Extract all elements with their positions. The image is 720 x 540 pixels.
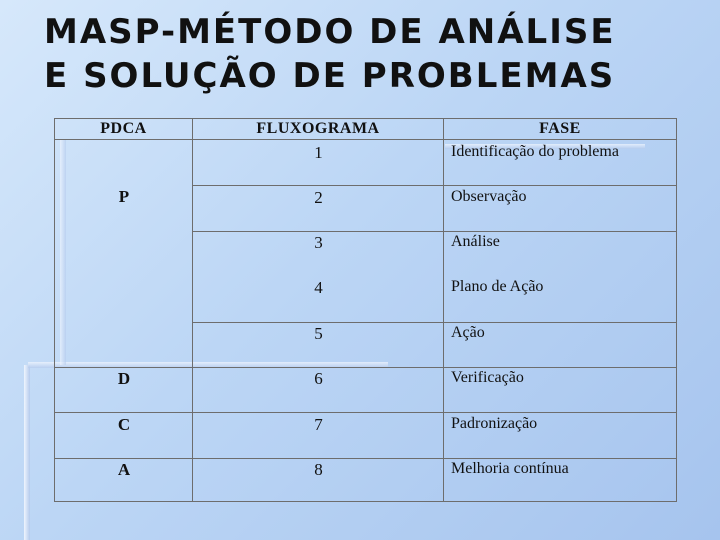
step-number: 8 <box>314 460 323 479</box>
row-divider <box>55 412 676 413</box>
header-pdca: PDCA <box>100 120 147 137</box>
decorative-bar-vertical <box>24 365 30 540</box>
phase-label: Ação <box>451 324 485 341</box>
phase-label: Identificação do problema <box>451 143 619 160</box>
row-divider <box>55 367 676 368</box>
step-number: 4 <box>314 278 323 297</box>
column-divider <box>443 119 444 501</box>
step-number: 2 <box>314 188 323 207</box>
masp-table <box>54 118 677 502</box>
step-number: 6 <box>314 369 323 388</box>
pdca-d: D <box>117 369 131 388</box>
pdca-a: A <box>117 460 131 479</box>
header-divider <box>55 139 676 140</box>
title-line-1: MASP-MÉTODO DE ANÁLISE <box>44 12 616 52</box>
step-number: 3 <box>314 233 323 252</box>
title-line-2: E SOLUÇÃO DE PROBLEMAS <box>44 56 616 96</box>
row-divider <box>192 185 676 186</box>
step-number: 5 <box>314 324 323 343</box>
slide-title <box>44 10 704 98</box>
phase-label: Melhoria contínua <box>451 460 569 477</box>
phase-label: Padronização <box>451 415 538 432</box>
phase-label: Plano de Ação <box>451 278 544 295</box>
header-fase: FASE <box>539 120 581 137</box>
column-divider <box>192 119 193 501</box>
pdca-p: P <box>118 187 130 206</box>
phase-label: Observação <box>451 188 527 205</box>
pdca-c: C <box>117 415 131 434</box>
row-divider <box>192 322 676 323</box>
step-number: 1 <box>314 143 323 162</box>
phase-label: Análise <box>451 233 500 250</box>
row-divider <box>192 231 676 232</box>
step-number: 7 <box>314 415 323 434</box>
phase-label: Verificação <box>451 369 524 386</box>
row-divider <box>55 458 676 459</box>
header-fluxograma: FLUXOGRAMA <box>256 120 380 137</box>
